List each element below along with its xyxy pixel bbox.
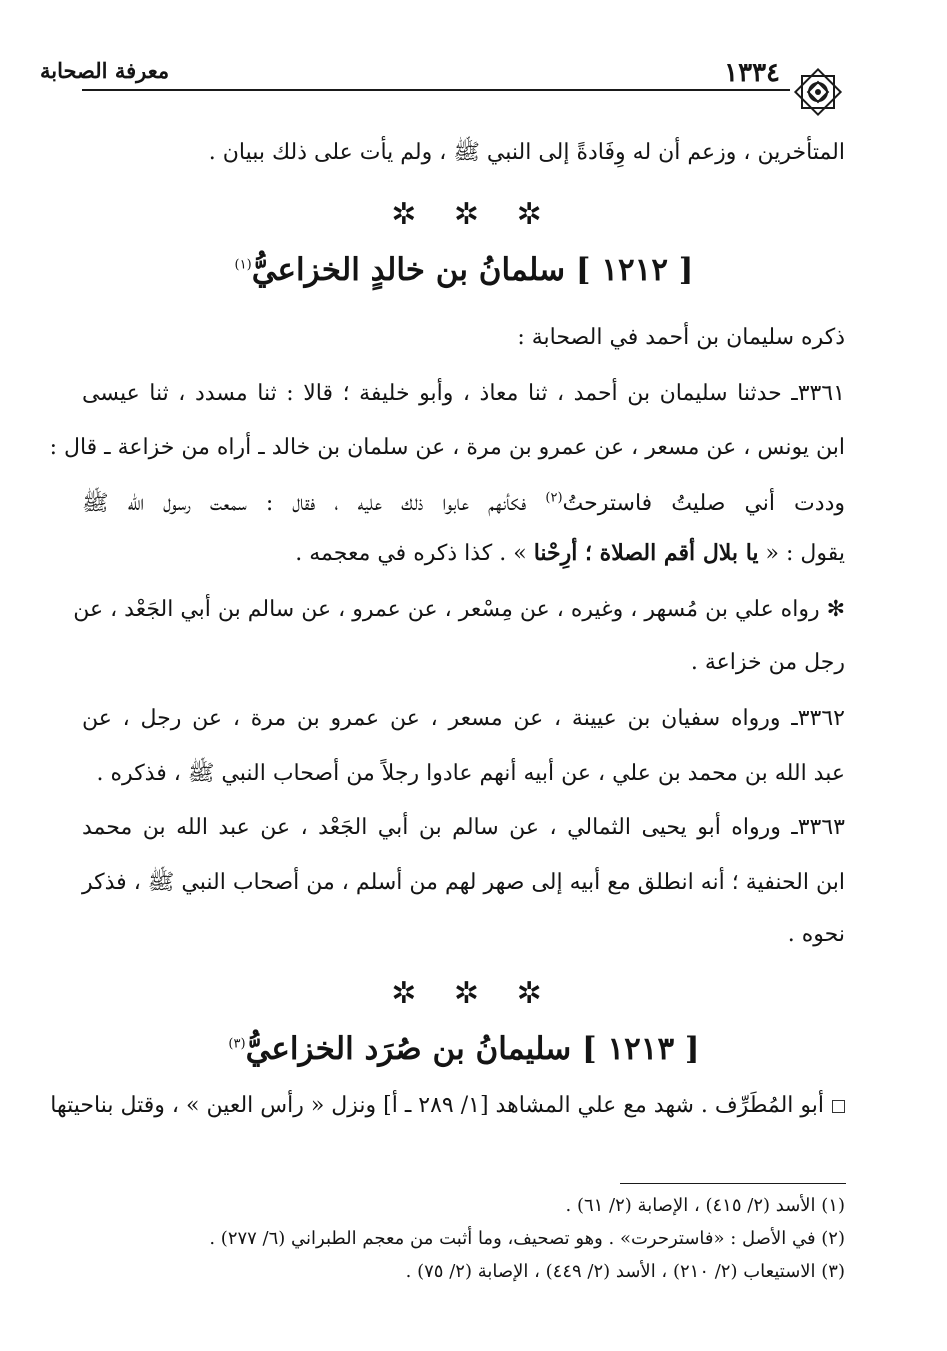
entry-text: أبو المُطَرِّف . شهد مع علي المشاهد [١/ ٢٨٩ ـ أ] ونزل « رأس العين » ، وقتل بناحيتها	[50, 1093, 824, 1118]
hadith-text: وددت أني صليتُ فاسترحتُ	[562, 491, 845, 516]
entry-box-icon	[832, 1100, 845, 1113]
hadith-text: يقول : «	[758, 541, 845, 566]
entry-title-text: [ ١٢١٢ ] سلمانُ بن خالدٍ الخزاعيُّ	[251, 252, 694, 288]
hadith-3363-line-3: نحوه .	[787, 922, 845, 947]
octagram-ornament-icon	[790, 64, 846, 120]
continuation-line: المتأخرين ، وزعم أن له وِفَادةً إلى النبي ﷺ ، ولم يأت على ذلك ببيان .	[208, 140, 845, 165]
footnote-1: (١) الأسد (٢/ ٤١٥) ، الإصابة (٢/ ٦١) .	[565, 1195, 845, 1216]
footnote-ref: (٢)	[545, 490, 563, 506]
hadith-3362-line-1: ٣٣٦٢ـ ورواه سفيان بن عيينة ، عن مسعر ، عن عمرو بن مرة ، عن رجل ، عن	[82, 706, 845, 731]
section-separator: ✲ ✲ ✲	[391, 197, 556, 232]
hadith-3361-line-2: ابن يونس ، عن مسعر ، عن عمرو بن مرة ، عن سلمان بن خالد ـ أراه من خزاعة ـ قال :	[49, 435, 845, 460]
hadith-3362-line-2: عبد الله بن محمد بن علي ، عن أبيه أنهم عادوا رجلاً من أصحاب النبي ﷺ ، فذكره .	[96, 761, 845, 786]
footnote-3: (٣) الاستيعاب (٢/ ٢١٠) ، الأسد (٢/ ٤٤٩) ، الإصابة (٢/ ٧٥) .	[405, 1261, 845, 1282]
footnote-rule	[620, 1183, 846, 1184]
prophetic-quote: يا بلال أقم الصلاة ؛ أرِحْنا	[533, 540, 759, 566]
hadith-3363-line-1: ٣٣٦٣ـ ورواه أبو يحيى الثمالي ، عن سالم بن أبي الجَعْد ، عن عبد الله بن محمد	[82, 815, 845, 840]
hadith-3361-line-4	[295, 540, 845, 566]
hadith-3363-line-2: ابن الحنفية ؛ أنه انطلق مع أبيه إلى صهر لهم من أسلم ، من أصحاب النبي ﷺ ، فذكر	[82, 870, 845, 895]
riwaya-line-2: رجل من خزاعة .	[690, 650, 845, 675]
hadith-3361-line-3	[82, 489, 845, 521]
entry-title-1212	[82, 252, 846, 288]
riwaya-line-1: ✻ رواه علي بن مُسهر ، وغيره ، عن مِسْعر ، عن عمرو ، عن سالم بن أبي الجَعْد ، عن	[73, 597, 845, 622]
section-separator: ✲ ✲ ✲	[391, 976, 556, 1011]
entry-intro: ذكره سليمان بن أحمد في الصحابة :	[517, 325, 845, 350]
hadith-text: » . كذا ذكره في معجمه .	[295, 541, 534, 566]
running-header-title: معرفة الصحابة	[40, 58, 170, 83]
hadith-text: فكأنهم عابوا ذلك عليه ، فقال : سمعت رسول الله ﷺ	[82, 491, 527, 516]
hadith-3361-line-1: ٣٣٦١ـ حدثنا سليمان بن أحمد ، ثنا معاذ ، وأبو خليفة ؛ قالا : ثنا مسدد ، ثنا عيسى	[82, 381, 845, 406]
footnote-ref: (٣)	[228, 1036, 246, 1052]
entry-title-1213	[82, 1031, 846, 1067]
header-rule	[82, 89, 790, 91]
footnote-ref: (١)	[234, 257, 252, 273]
entry-title-text: [ ١٢١٣ ] سليمانُ بن صُرَد الخزاعيُّ	[245, 1031, 700, 1067]
footnote-2: (٢) في الأصل : «فاسترحرت» . وهو تصحيف، وما أثبت من معجم الطبراني (٦/ ٢٧٧) .	[209, 1228, 845, 1249]
page-number: ١٣٣٤	[724, 58, 780, 88]
entry-1213-first-line	[50, 1093, 845, 1118]
